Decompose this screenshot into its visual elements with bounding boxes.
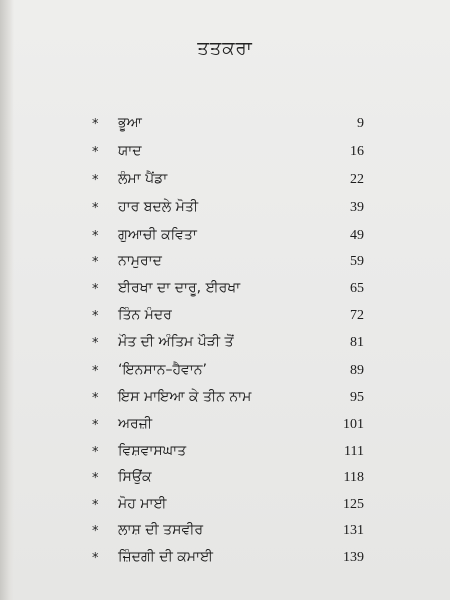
toc-entry-page: 89 [350,363,364,378]
toc-entry-page: 95 [350,390,364,405]
toc-entry [0,334,450,356]
toc-entry [0,280,450,302]
toc-entry [0,362,450,384]
toc-entry-page: 118 [343,470,364,485]
bullet-icon: * [92,498,99,513]
toc-entry [0,522,450,544]
toc-entry-title: ਈਰਖਾ ਦਾ ਦਾਰੂ, ਈਰਖਾ [118,280,241,296]
bullet-icon: * [92,201,99,216]
toc-entry-page: 16 [350,144,364,159]
toc-entry [0,171,450,193]
toc-entry-title: ਮੌਤ ਦੀ ਅੰਤਿਮ ਪੌੜੀ ਤੋਂ [118,334,234,350]
toc-entry [0,115,450,137]
bullet-icon: * [92,471,99,486]
toc-entry-page: 101 [343,417,364,432]
bullet-icon: * [92,309,99,324]
toc-entry [0,307,450,329]
bullet-icon: * [92,364,99,379]
toc-entry-page: 125 [343,497,364,512]
bullet-icon: * [92,173,99,188]
bullet-icon: * [92,551,99,566]
toc-entry-page: 9 [357,116,364,131]
toc-entry-title: ਲੰਮਾ ਪੈਂਡਾ [118,171,168,187]
toc-entry-title: ਨਾਮੁਰਾਦ [118,253,162,269]
toc-entry [0,253,450,275]
toc-entry-page: 131 [343,523,364,538]
toc-entry-title: ਜ਼ਿੰਦਗੀ ਦੀ ਕਮਾਈ [118,549,214,565]
toc-entry [0,443,450,465]
toc-entry-title: ‘ਇਨਸਾਨ–ਹੈਵਾਨ’ [118,362,208,378]
bullet-icon: * [92,391,99,406]
bullet-icon: * [92,418,99,433]
toc-entry-page: 49 [350,228,364,243]
bullet-icon: * [92,524,99,539]
toc-entry-page: 72 [350,308,364,323]
bullet-icon: * [92,117,99,132]
bullet-icon: * [92,145,99,160]
toc-entry [0,469,450,491]
bullet-icon: * [92,229,99,244]
toc-entry [0,416,450,438]
toc-entry-title: ਸਿਉਂਕ [118,469,152,485]
toc-entry-page: 39 [350,200,364,215]
toc-title: ਤਤਕਰਾ [197,38,253,59]
toc-entry-title: ਵਿਸ਼ਵਾਸਘਾਤ [118,443,187,459]
toc-entry-page: 139 [343,550,364,565]
toc-entry-title: ਯਾਦ [118,143,142,159]
toc-entry [0,143,450,165]
bullet-icon: * [92,445,99,460]
toc-entry [0,496,450,518]
toc-entry-title: ਮੋਹ ਮਾਈ [118,496,167,512]
toc-entry-page: 59 [350,254,364,269]
toc-entry-title: ਲਾਸ਼ ਦੀ ਤਸਵੀਰ [118,522,204,538]
bullet-icon: * [92,255,99,270]
toc-entry-title: ਅਰਜ਼ੀ [118,416,153,432]
toc-entry-title: ਗੁਆਚੀ ਕਵਿਤਾ [118,227,197,243]
toc-entry-page: 22 [350,172,364,187]
toc-entry [0,549,450,571]
toc-entry-page: 65 [350,281,364,296]
toc-entry-title: ਇਸ ਮਾਇਆ ਕੇ ਤੀਨ ਨਾਮ [118,389,252,405]
toc-entry-page: 81 [350,335,364,350]
bullet-icon: * [92,282,99,297]
toc-entry [0,199,450,221]
toc-entry [0,389,450,411]
bullet-icon: * [92,336,99,351]
toc-entry-page: 111 [344,444,364,459]
toc-entry [0,227,450,249]
toc-entry-title: ਹਾਰ ਬਦਲੇ ਮੋਤੀ [118,199,199,215]
toc-entry-title: ਭੂਆ [118,115,142,131]
toc-entry-title: ਤਿੰਨ ਮੰਦਰ [118,307,172,323]
